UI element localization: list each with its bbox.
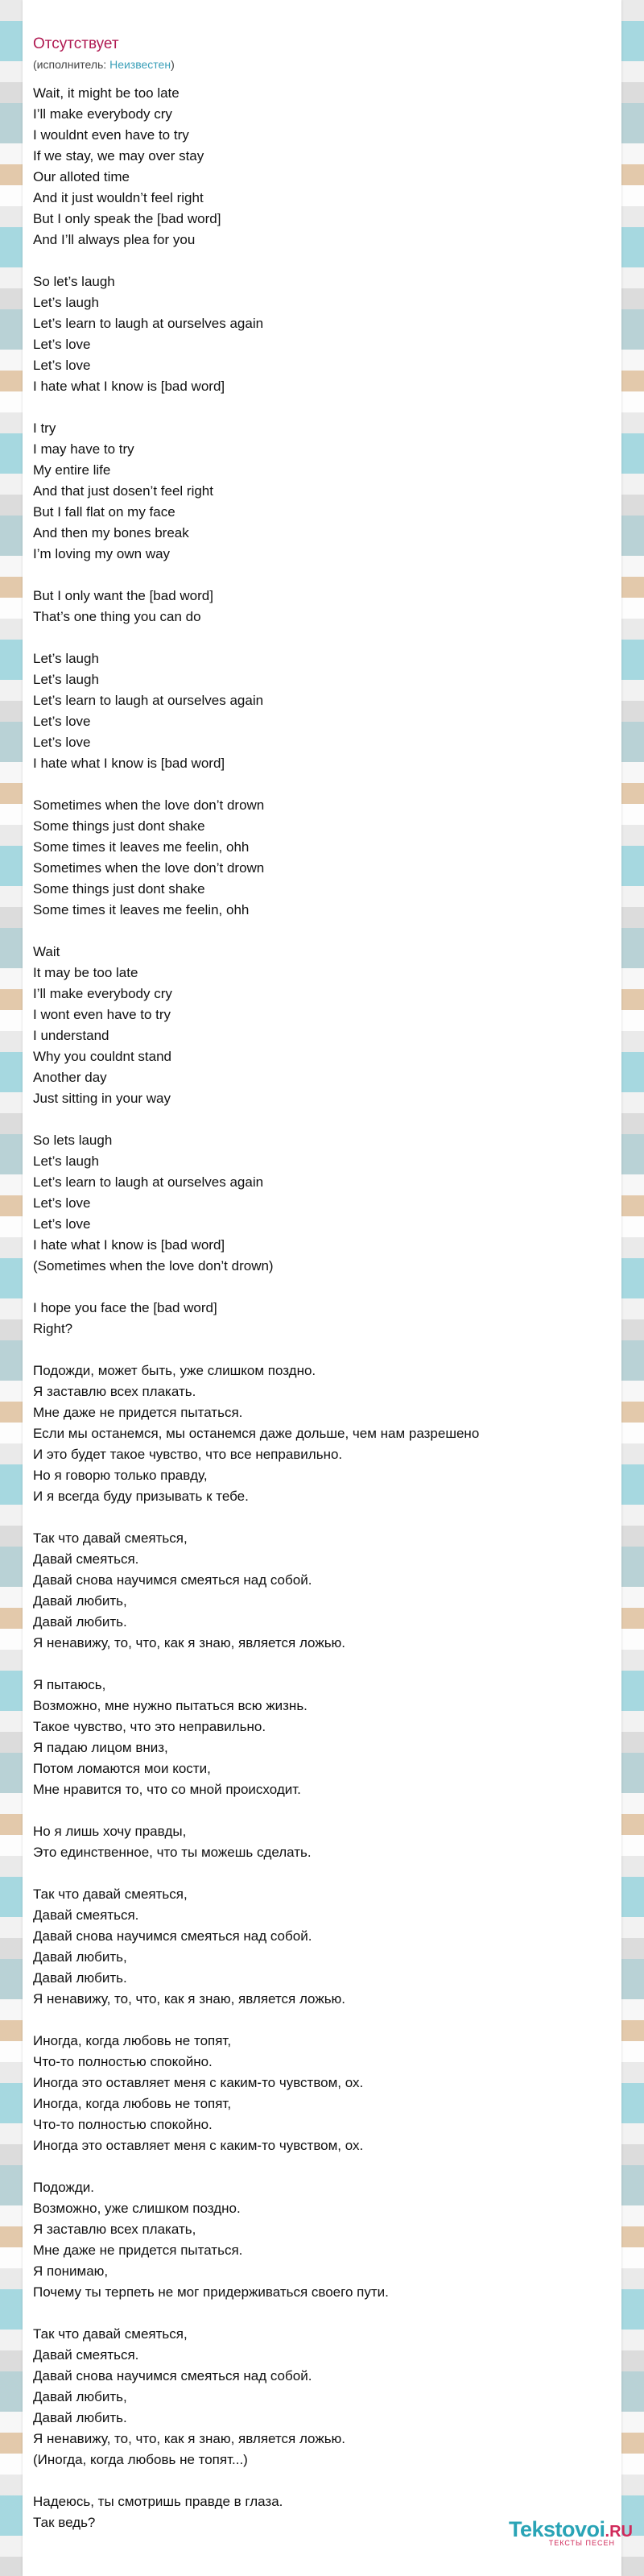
logo-tld: .RU	[605, 2523, 633, 2541]
logo-name: Tekstovoi	[509, 2517, 605, 2541]
lyrics-text: Wait, it might be too late I’ll make everybody cry I wouldnt even have to try If we stay, we may over stay Our alloted time And it just wouldn’t feel right But I only speak the [bad word] And I’ll always plea for you So let’s laugh Let’s laugh Let’s learn to laugh at ourselves again Let’s love Let’s love I hate what I know is [bad word] I try I may have to try My entire life And that just dosen’t feel right But I fall flat on my face And then my bones break I’m loving my own way But I only want the [bad word] That’s one thing you can do Let’s laugh Let’s laugh Let’s learn to laugh at ourselves again Let’s love Let’s love I hate what I know is [bad word] Sometimes when the love don’t drown Some things just dont shake Some times it leaves me feelin, ohh Sometimes when the love don’t drown Some things just dont shake Some times it leaves me feelin, ohh Wait It may be too late I’ll make everybody cry I wont even have to try I understand Why you couldnt stand Another day Just sitting in your way So lets laugh Let’s laugh Let’s learn to laugh at ourselves again Let’s love Let’s love I hate what I know is [bad word] (Sometimes when the love don’t drown) I hope you face the [bad word] Right? Подожди, может быть, уже слишком поздно. Я заставлю всех плакать. Мне даже не придется пытаться. Если мы останемся, мы останемся даже дольше, чем нам разрешено И это будет такое чувство, что все неправильно. Но я говорю только правду, И я всегда буду призывать к тебе. Так что давай смеяться, Давай смеяться. Давай снова научимся смеяться над собой. Давай любить, Давай любить. Я ненавижу, то, что, как я знаю, является ложью. Я пытаюсь, Возможно, мне нужно пытаться всю жизнь. Такое чувство, что это неправильно. Я падаю лицом вниз, Потом ломаются мои кости, Мне нравится то, что со мной происходит. Но я лишь хочу правды, Это единственное, что ты можешь сделать. Так что давай смеяться, Давай смеяться. Давай снова научимся смеяться над собой. Давай любить, Давай любить. Я ненавижу, то, что, как я знаю, является ложью. Иногда, когда любовь не топят, Что-то полностью спокойно. Иногда это оставляет меня с каким-то чувством, ох. Иногда, когда любовь не топят, Что-то полностью спокойно. Иногда это оставляет меня с каким-то чувством, ох. Подожди. Возможно, уже слишком поздно. Я заставлю всех плакать, Мне даже не придется пытаться. Я понимаю, Почему ты терпеть не мог придерживаться своего пути. Так что давай смеяться, Давай смеяться. Давай снова научимся смеяться над собой. Давай любить, Давай любить. Я ненавижу, то, что, как я знаю, является ложью. (Иногда, когда любовь не топят...) Надеюсь, ты смотришь правде в глаза. Так ведь?	[33, 85, 480, 2530]
artist-prefix: (исполнитель:	[33, 58, 110, 71]
logo-tagline: ТЕКСТЫ ПЕСЕН	[548, 2539, 615, 2547]
song-title: Отсутствует	[33, 35, 119, 52]
site-logo[interactable]	[509, 2516, 633, 2547]
artist-link[interactable]: Неизвестен	[109, 58, 171, 71]
artist-suffix: )	[171, 58, 175, 71]
artist-line	[33, 58, 175, 71]
lyrics-page	[23, 0, 621, 2576]
